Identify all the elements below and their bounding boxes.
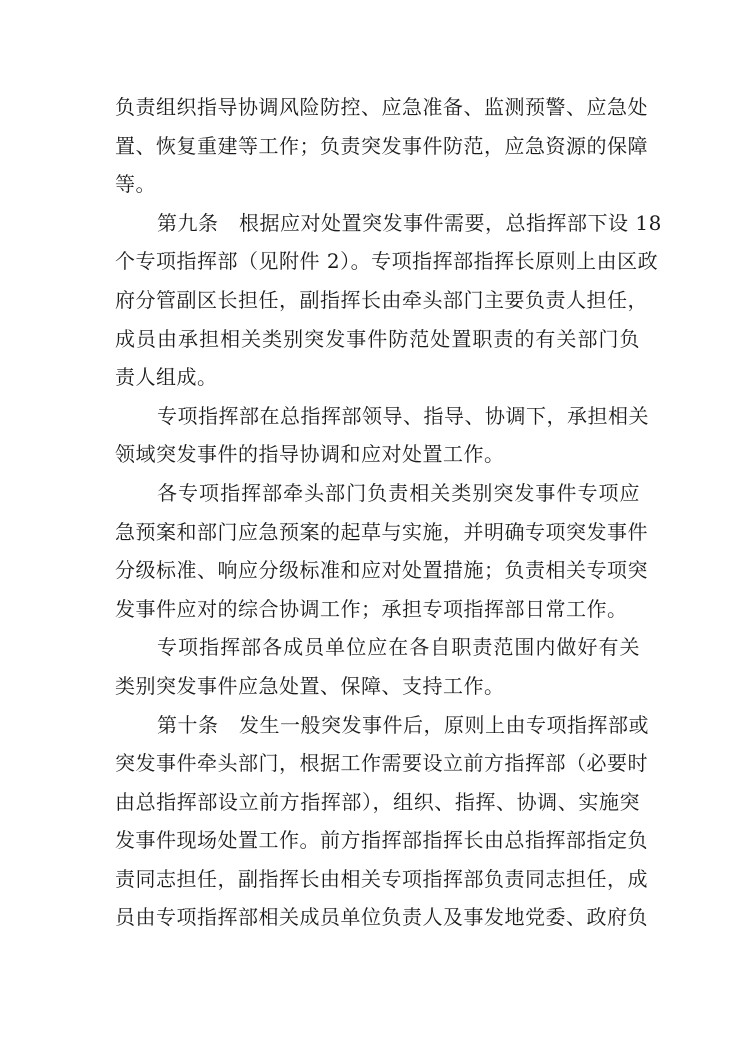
text-line: 责同志担任，副指挥长由相关专项指挥部负责同志担任，成 — [115, 866, 648, 891]
text-line: 责人组成。 — [115, 365, 218, 390]
paragraph-special-hq-role — [115, 397, 649, 474]
text-line: 各专项指挥部牵头部门负责相关类别突发事件专项应 — [157, 480, 640, 505]
text-line: 成员由承担相关类别突发事件防范处置职责的有关部门负 — [115, 326, 640, 351]
text-line: 员由专项指挥部相关成员单位负责人及事发地党委、政府负 — [115, 905, 648, 930]
text-line: 由总指挥部设立前方指挥部），组织、指挥、协调、实施突 — [115, 789, 640, 814]
text-line: 突发事件牵头部门，根据工作需要设立前方指挥部（必要时 — [115, 751, 648, 776]
text-line: 第十条 发生一般突发事件后，原则上由专项指挥部或 — [157, 712, 649, 737]
text-line: 个专项指挥部（见附件 2）。专项指挥部指挥长原则上由区政 — [115, 249, 659, 274]
paragraph-member-units — [115, 628, 640, 705]
text-line: 领域突发事件的指导协调和应对处置工作。 — [115, 442, 505, 467]
text-line: 置、恢复重建等工作；负责突发事件防范，应急资源的保障 — [115, 133, 648, 158]
text-line: 急预案和部门应急预案的起草与实施，并明确专项突发事件 — [115, 519, 648, 544]
text-line: 第九条 根据应对处置突发事件需要，总指挥部下设 18 — [157, 210, 662, 235]
paragraph-article-10 — [115, 706, 649, 938]
paragraph-duties-general — [115, 88, 648, 204]
text-line: 专项指挥部在总指挥部领导、指导、协调下，承担相关 — [157, 403, 649, 428]
text-line: 专项指挥部各成员单位应在各自职责范围内做好有关 — [157, 635, 640, 660]
text-line: 等。 — [115, 172, 156, 197]
text-line: 分级标准、响应分级标准和应对处置措施；负责相关专项突 — [115, 558, 648, 583]
text-line: 发事件应对的综合协调工作；承担专项指挥部日常工作。 — [115, 596, 628, 621]
text-line: 类别突发事件应急处置、保障、支持工作。 — [115, 673, 505, 698]
text-line: 发事件现场处置工作。前方指挥部指挥长由总指挥部指定负 — [115, 828, 648, 853]
document-body — [115, 88, 662, 937]
paragraph-lead-dept-duties — [115, 474, 648, 628]
text-line: 府分管副区长担任，副指挥长由牵头部门主要负责人担任， — [115, 287, 648, 312]
text-line: 负责组织指导协调风险防控、应急准备、监测预警、应急处 — [115, 95, 648, 119]
paragraph-article-9 — [115, 204, 662, 397]
